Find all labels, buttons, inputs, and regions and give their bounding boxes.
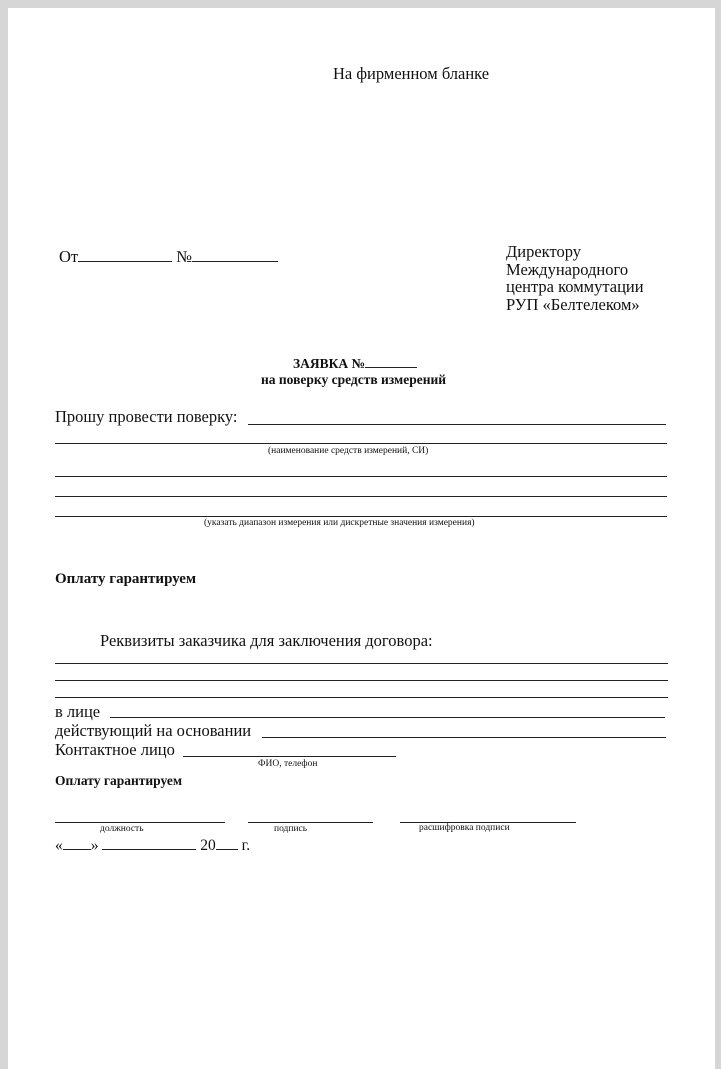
- date-line: [55, 835, 250, 855]
- instruments-hint: (наименование средств измерений, СИ): [268, 446, 429, 456]
- application-subtitle: на поверку средств измерений: [261, 372, 447, 387]
- month-field[interactable]: [102, 835, 196, 850]
- request-label: Прошу провести поверку:: [55, 407, 238, 426]
- requisites-label: Реквизиты заказчика для заключения договора:: [100, 631, 433, 650]
- decoding-hint: расшифровка подписи: [419, 823, 510, 833]
- application-title: [293, 355, 417, 372]
- date-open-quote: «: [55, 837, 63, 854]
- range-field-1[interactable]: [55, 476, 667, 477]
- payment-guarantee-heading: Оплату гарантируем: [55, 571, 197, 587]
- basis-field[interactable]: [262, 737, 666, 738]
- outgoing-ref: [59, 247, 278, 267]
- day-field[interactable]: [63, 835, 91, 850]
- from-date-field[interactable]: [78, 247, 172, 262]
- person-label: в лице: [55, 702, 101, 721]
- person-field[interactable]: [110, 717, 665, 718]
- requisites-field-2[interactable]: [55, 680, 668, 681]
- position-hint: должность: [100, 824, 144, 834]
- range-field-3[interactable]: [55, 516, 667, 517]
- contact-hint: ФИО, телефон: [258, 759, 318, 769]
- number-label: №: [176, 247, 193, 266]
- addressee-line: центра коммутации: [506, 277, 644, 296]
- addressee-block: [506, 243, 644, 313]
- date-close-quote: »: [90, 837, 99, 854]
- year-suffix: г.: [241, 837, 251, 854]
- range-hint: (указать диапазон измерения или дискретные значения измерения): [204, 518, 475, 528]
- addressee-line: РУП «Белтелеком»: [506, 294, 640, 314]
- request-field[interactable]: [248, 424, 666, 425]
- payment-guarantee-heading-2: Оплату гарантируем: [55, 773, 183, 788]
- requisites-field-3[interactable]: [55, 697, 668, 698]
- from-label: От: [59, 247, 79, 266]
- range-field-2[interactable]: [55, 496, 667, 497]
- century-label: 20: [200, 837, 216, 854]
- requisites-field-1[interactable]: [55, 663, 668, 664]
- addressee-line: Международного: [506, 259, 629, 279]
- year-field[interactable]: [216, 835, 238, 850]
- request-field-2[interactable]: [55, 443, 667, 444]
- signature-field[interactable]: [248, 822, 373, 823]
- position-field[interactable]: [55, 822, 225, 823]
- document-page: [8, 8, 715, 1069]
- addressee-line: Директору: [506, 242, 581, 261]
- outgoing-number-field[interactable]: [192, 247, 278, 262]
- contact-field[interactable]: [183, 756, 396, 757]
- title-heading: ЗАЯВКА №: [293, 356, 366, 371]
- contact-label: Контактное лицо: [55, 740, 175, 759]
- signature-hint: подпись: [274, 824, 308, 834]
- letterhead-note: На фирменном бланке: [333, 64, 490, 83]
- application-number-field[interactable]: [365, 355, 417, 368]
- basis-label: действующий на основании: [55, 721, 252, 740]
